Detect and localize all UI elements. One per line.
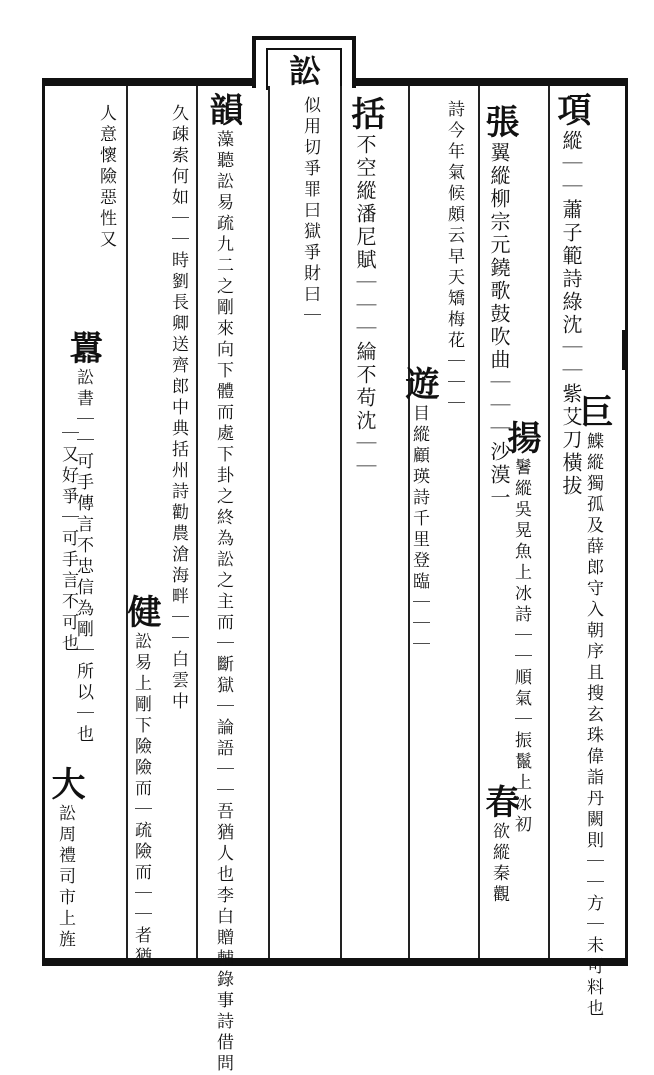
text-column: 春欲縱秦觀 — [479, 784, 519, 906]
column-rule — [548, 86, 550, 958]
tab-title: 訟 — [284, 54, 322, 86]
text-column: 張翼縱柳宗元鐃歌鼓吹曲｜｜｜沙漠一 — [479, 104, 519, 510]
text-column: 巨鰈縱獨孤及薛郎守入朝序且搜玄珠偉詣丹闕則｜｜方｜未可料也 — [573, 394, 613, 1020]
column-rule — [340, 86, 342, 958]
text-column: 項縱｜｜蕭子範詩綠沈｜｜紫艾刀橫拔 — [551, 92, 591, 498]
text-column: 括不空縱潘尼賦｜｜｜綸不苟沈｜｜ — [345, 96, 385, 479]
text-column: 遊目縱顧瑛詩千里登臨｜｜｜ — [399, 366, 439, 656]
text-column: 健訟易上剛下險險而｜疏險而｜｜者猶 — [121, 594, 161, 968]
column-rule — [268, 86, 270, 958]
text-column: ｜又好爭｜可手言不可也 — [58, 424, 78, 655]
edge-mark — [622, 330, 628, 370]
text-column: 詩今年氣候頗云早天矯梅花｜｜｜ — [444, 100, 464, 415]
text-column: 韻藻聽訟易疏九二之剛來向下體而處下卦之終為訟之主而｜斷獄｜論語｜｜吾猶人也李白贈輔錄事詩借問 — [203, 92, 243, 1075]
text-column: 大訟周禮司市上旌 — [45, 766, 85, 951]
column-rule — [196, 86, 198, 958]
text-column: 揚鬐縱吳晃魚上冰詩｜｜順氣｜振鬣上冰初 — [501, 420, 541, 836]
text-column: 久疎索何如｜｜時劉長卿送齊郎中典括州詩勸農滄海畔｜｜白雲中 — [168, 104, 188, 713]
text-column: 囂訟書｜｜可手傳言不忠信為剛｜所以｜也 — [63, 330, 103, 746]
text-column: 人意懷險惡性又 — [96, 104, 116, 251]
text-column: 似用切爭罪曰獄爭財曰｜ — [300, 96, 320, 327]
